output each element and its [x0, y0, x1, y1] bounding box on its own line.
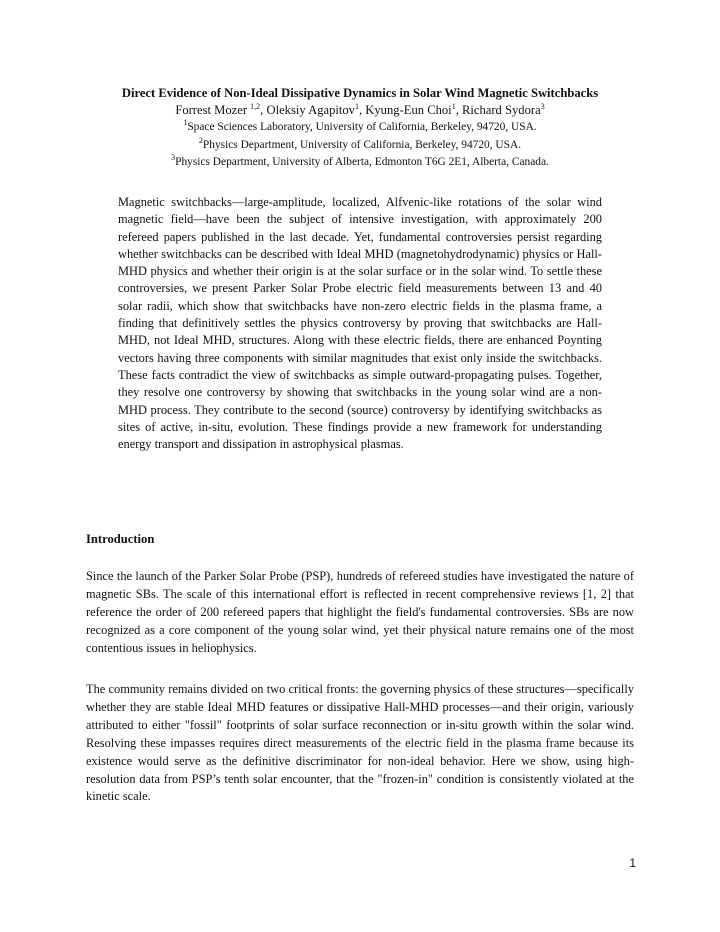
- abstract: Magnetic switchbacks—large-amplitude, localized, Alfvenic-like rotations of the solar wind magnetic field—have been the subject of intensive investigation, with approximately 200 refereed papers published in the last decade. Yet, fundamental controversies persist regarding whether switchbacks can be described with Ideal MHD (magnetohydrodynamic) physics or Hall-MHD physics and whether their origin is at the solar surface or in the solar wind. To settle these controversies, we present Parker Solar Probe electric field measurements between 13 and 40 solar radii, which show that switchbacks have non-zero electric fields in the plasma frame, a finding that definitively settles the physics controversy by proving that switchbacks are Hall-MHD, not Ideal MHD, structures. Along with these electric fields, there are enhanced Poynting vectors having three components with similar magnitudes that exist only inside the switchbacks. These facts contradict the view of switchbacks as simple outward-propagating pulses. Together, they resolve one controversy by showing that switchbacks in the young solar wind are a non-MHD process. They contribute to the second (source) controversy by identifying switchbacks as sites of active, in-situ, evolution. These findings provide a new framework for understanding energy transport and dissipation in astrophysical plasmas.: [118, 195, 602, 452]
- author: [365, 103, 462, 117]
- author-separator: ,: [455, 103, 462, 117]
- introduction-paragraph: The community remains divided on two critical fronts: the governing physics of these structures—specifically whether they are stable Ideal MHD features or dissipative Hall-MHD processes—and their origin, variously attributed to either "fossil" footprints of solar surface reconnection or in-situ growth within the solar wind. Resolving these impasses requires direct measurements of the electric field in the plasma frame because its existence would serve as the definitive discriminator for non-ideal behavior. Here we show, using high-resolution data from PSP’s tenth solar encounter, that the "frozen-in" condition is consistently violated at the kinetic scale.: [86, 682, 634, 804]
- affiliation-text: Physics Department, University of California, Berkeley, 94720, USA.: [202, 138, 522, 151]
- author-affiliation-mark: 3: [540, 101, 545, 111]
- author-name: Kyung-Eun Choi: [365, 103, 452, 117]
- author-affiliation-mark: 1: [354, 101, 359, 111]
- affiliation: [0, 154, 720, 172]
- author-name: Oleksiy Agapitov: [266, 103, 355, 117]
- paper-header: [0, 85, 720, 172]
- affiliation-text: Physics Department, University of Alberta, Edmonton T6G 2E1, Alberta, Canada.: [175, 156, 549, 168]
- introduction-paragraph: Since the launch of the Parker Solar Probe (PSP), hundreds of refereed studies have investigated the nature of magnetic SBs. The scale of this international effort is reflected in recent comprehensive reviews [1, 2] that reference the order of 200 refereed papers that highlight the field's fundamental controversies. SBs are now recognized as a core component of the young solar wind, yet their physical nature remains one of the most contentious issues in heliophysics.: [86, 569, 634, 655]
- affiliation-mark: 3: [171, 153, 176, 163]
- author-name: Richard Sydora: [461, 103, 541, 117]
- page-number: 1: [629, 856, 636, 870]
- section-heading-introduction: Introduction: [86, 532, 155, 546]
- affiliation-mark: 1: [183, 118, 188, 128]
- affiliation-text: Space Sciences Laboratory, University of California, Berkeley, 94720, USA.: [187, 121, 537, 133]
- paper-title: Direct Evidence of Non-Ideal Dissipative Dynamics in Solar Wind Magnetic Switchbacks: [121, 86, 599, 100]
- author: [266, 103, 365, 117]
- author-separator: ,: [260, 103, 267, 117]
- affiliation: [0, 137, 720, 155]
- author-list: [0, 102, 720, 119]
- affiliation-mark: 2: [198, 135, 203, 145]
- affiliation: [0, 119, 720, 137]
- author-affiliation-mark: 1,2: [250, 101, 261, 111]
- author-name: Forrest Mozer: [175, 103, 248, 117]
- author-separator: ,: [358, 103, 366, 117]
- author: [175, 103, 266, 117]
- author-affiliation-mark: 1: [451, 101, 456, 111]
- author: [462, 103, 545, 117]
